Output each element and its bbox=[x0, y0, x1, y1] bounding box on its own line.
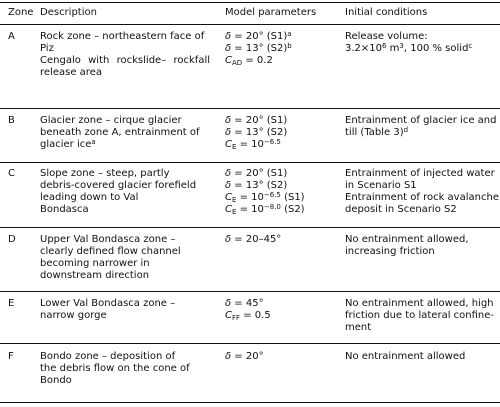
table-top-rule bbox=[0, 2, 500, 3]
header-model-parameters: Model parameters bbox=[225, 7, 317, 18]
row-a-zone: A bbox=[8, 31, 15, 42]
header-rule bbox=[0, 24, 500, 25]
row-f-model-parameters: δ = 20° bbox=[225, 351, 264, 362]
header-initial-conditions: Initial conditions bbox=[345, 7, 428, 18]
row-d-zone: D bbox=[8, 234, 16, 245]
row-a-description: Rock zone – northeastern face of Piz Cengalo with rockslide– rockfall release area bbox=[40, 31, 211, 78]
row-e-description: Lower Val Bondasca zone – narrow gorge bbox=[40, 298, 176, 321]
row-a-model-parameters: δ = 20° $(S1)^a$ δ = 13° $(S2)^b$ $C_{AD} = 0.2$ bbox=[225, 30, 292, 67]
row-separator-b bbox=[0, 162, 500, 163]
row-b-model-parameters: δ = 20° (S1) δ = 13° (S2) $C_E = 10^{-6.5}$ bbox=[225, 115, 288, 151]
row-separator-a bbox=[0, 108, 500, 109]
row-f-zone: F bbox=[8, 351, 14, 362]
row-c-model-parameters: δ = 20° (S1) δ = 13° (S2) $C_E = 10^{-6.5}$ (S1) $C_E = 10^{-8.0}$ (S2) bbox=[225, 168, 305, 216]
row-e-initial-conditions: No entrainment allowed, high friction due to lateral confine- ment bbox=[345, 298, 495, 333]
row-a-initial-conditions: Release volume: $3.2\times 10^6$ $m^3$, 100 % solid$^c$ bbox=[345, 31, 473, 54]
row-d-description: Upper Val Bondasca zone – clearly defined flow channel becoming narrower in downstream direction bbox=[40, 234, 181, 281]
row-c-description: Slope zone – steep, partly debris-covered glacier forefield leading down to Val Bondasca bbox=[40, 168, 197, 215]
header-zone: Zone bbox=[8, 7, 34, 18]
row-e-model-parameters: δ = 45° $C_{FF} = 0.5$ bbox=[225, 298, 271, 322]
row-separator-e bbox=[0, 343, 500, 344]
row-d-initial-conditions: No entrainment allowed, increasing friction bbox=[345, 234, 469, 257]
row-b-zone: B bbox=[8, 115, 15, 126]
table-bottom-rule bbox=[0, 402, 500, 403]
row-b-initial-conditions: Entrainment of glacier ice and till (Table 3)$^d$ bbox=[345, 115, 497, 138]
row-c-zone: C bbox=[8, 168, 15, 179]
row-c-initial-conditions: Entrainment of injected water in Scenario S1 Entrainment of rock avalanche deposit in Scenario S2 bbox=[345, 168, 499, 215]
row-d-model-parameters: δ = 20–45° bbox=[225, 234, 282, 245]
row-f-initial-conditions: No entrainment allowed bbox=[345, 351, 466, 362]
row-f-description: Bondo zone – deposition of the debris flow on the cone of Bondo bbox=[40, 351, 190, 386]
header-description: Description bbox=[40, 7, 97, 18]
row-e-zone: E bbox=[8, 298, 15, 309]
row-separator-d bbox=[0, 291, 500, 292]
row-b-description: Glacier zone – cirque glacier beneath zone A, entrainment of glacier ice$^a$ bbox=[40, 115, 200, 150]
row-separator-c bbox=[0, 227, 500, 228]
